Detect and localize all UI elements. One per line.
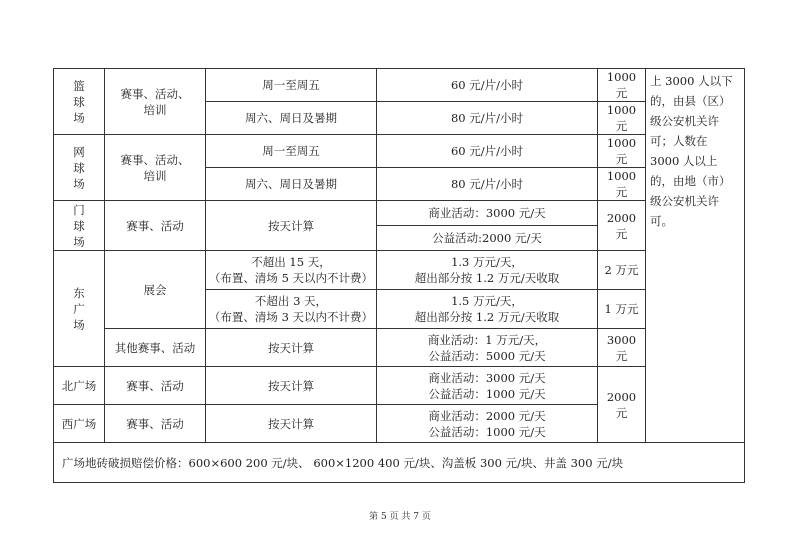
- price-cell: 1.3 万元/天， 超出部分按 1.2 万元/天收取: [377, 251, 598, 290]
- period-cell: 周六、周日及暑期: [206, 168, 377, 201]
- usage-cell: 其他赛事、活动: [105, 329, 206, 367]
- usage-cell: 展会: [105, 251, 206, 329]
- price-cell: 商业活动：1 万元/天， 公益活动：5000 元/天: [377, 329, 598, 367]
- period-cell: 周一至周五: [206, 69, 377, 102]
- venue-cell: 东 广 场: [54, 251, 105, 367]
- deposit-cell: 2 万元: [598, 251, 646, 290]
- deposit-cell: 1000 元: [598, 69, 646, 102]
- period-cell: 周一至周五: [206, 135, 377, 168]
- usage-cell: 赛事、活动: [105, 201, 206, 251]
- usage-cell: 赛事、活动: [105, 367, 206, 405]
- price-cell: 1.5 万元/天， 超出部分按 1.2 万元/天收取: [377, 290, 598, 329]
- deposit-cell: 1000 元: [598, 168, 646, 201]
- period-cell: 周六、周日及暑期: [206, 102, 377, 135]
- deposit-cell: 1 万元: [598, 290, 646, 329]
- venue-cell: 西广场: [54, 405, 105, 443]
- period-cell: 按天计算: [206, 405, 377, 443]
- venue-cell: 北广场: [54, 367, 105, 405]
- usage-cell: 赛事、活动、 培训: [105, 135, 206, 201]
- deposit-cell: 1000 元: [598, 102, 646, 135]
- usage-cell: 赛事、活动: [105, 405, 206, 443]
- table-row: [54, 251, 745, 290]
- price-cell: 80 元/片/小时: [377, 102, 598, 135]
- price-cell: 60 元/片/小时: [377, 135, 598, 168]
- period-cell: 不超出 15 天， （布置、清场 5 天以内不计费）: [206, 251, 377, 290]
- venue-cell: 篮 球 场: [54, 69, 105, 135]
- damage-compensation-note: 广场地砖破损赔偿价格：600×600 200 元/块、 600×1200 400 元/块、沟盖板 300 元/块、井盖 300 元/块: [54, 443, 745, 483]
- period-cell: 按天计算: [206, 367, 377, 405]
- price-cell: 公益活动:2000 元/天: [377, 226, 598, 251]
- table-row: [54, 329, 745, 367]
- venue-cell: 网 球 场: [54, 135, 105, 201]
- deposit-cell: 3000 元: [598, 329, 646, 367]
- table-row: [54, 69, 745, 102]
- table-row: [54, 443, 745, 483]
- deposit-cell: 2000 元: [598, 367, 646, 443]
- price-cell: 商业活动：2000 元/天 公益活动：1000 元/天: [377, 405, 598, 443]
- price-cell: 80 元/片/小时: [377, 168, 598, 201]
- pricing-table: [53, 68, 745, 483]
- period-cell: 按天计算: [206, 329, 377, 367]
- table-row: [54, 367, 745, 405]
- usage-cell: 赛事、活动、 培训: [105, 69, 206, 135]
- deposit-cell: 1000 元: [598, 135, 646, 168]
- table-row: [54, 201, 745, 226]
- venue-cell: 门 球 场: [54, 201, 105, 251]
- permit-note: 上 3000 人以下的，由县（区）级公安机关许可；人数在 3000 人以上的，由地（市）级公安机关许可。: [646, 69, 745, 443]
- price-cell: 商业活动：3000 元/天 公益活动：1000 元/天: [377, 367, 598, 405]
- period-cell: 不超出 3 天， （布置、清场 3 天以内不计费）: [206, 290, 377, 329]
- price-cell: 商业活动：3000 元/天: [377, 201, 598, 226]
- price-cell: 60 元/片/小时: [377, 69, 598, 102]
- page-number: 第 5 页 共 7 页: [369, 512, 431, 522]
- deposit-cell: 2000 元: [598, 201, 646, 251]
- table-row: [54, 135, 745, 168]
- period-cell: 按天计算: [206, 201, 377, 251]
